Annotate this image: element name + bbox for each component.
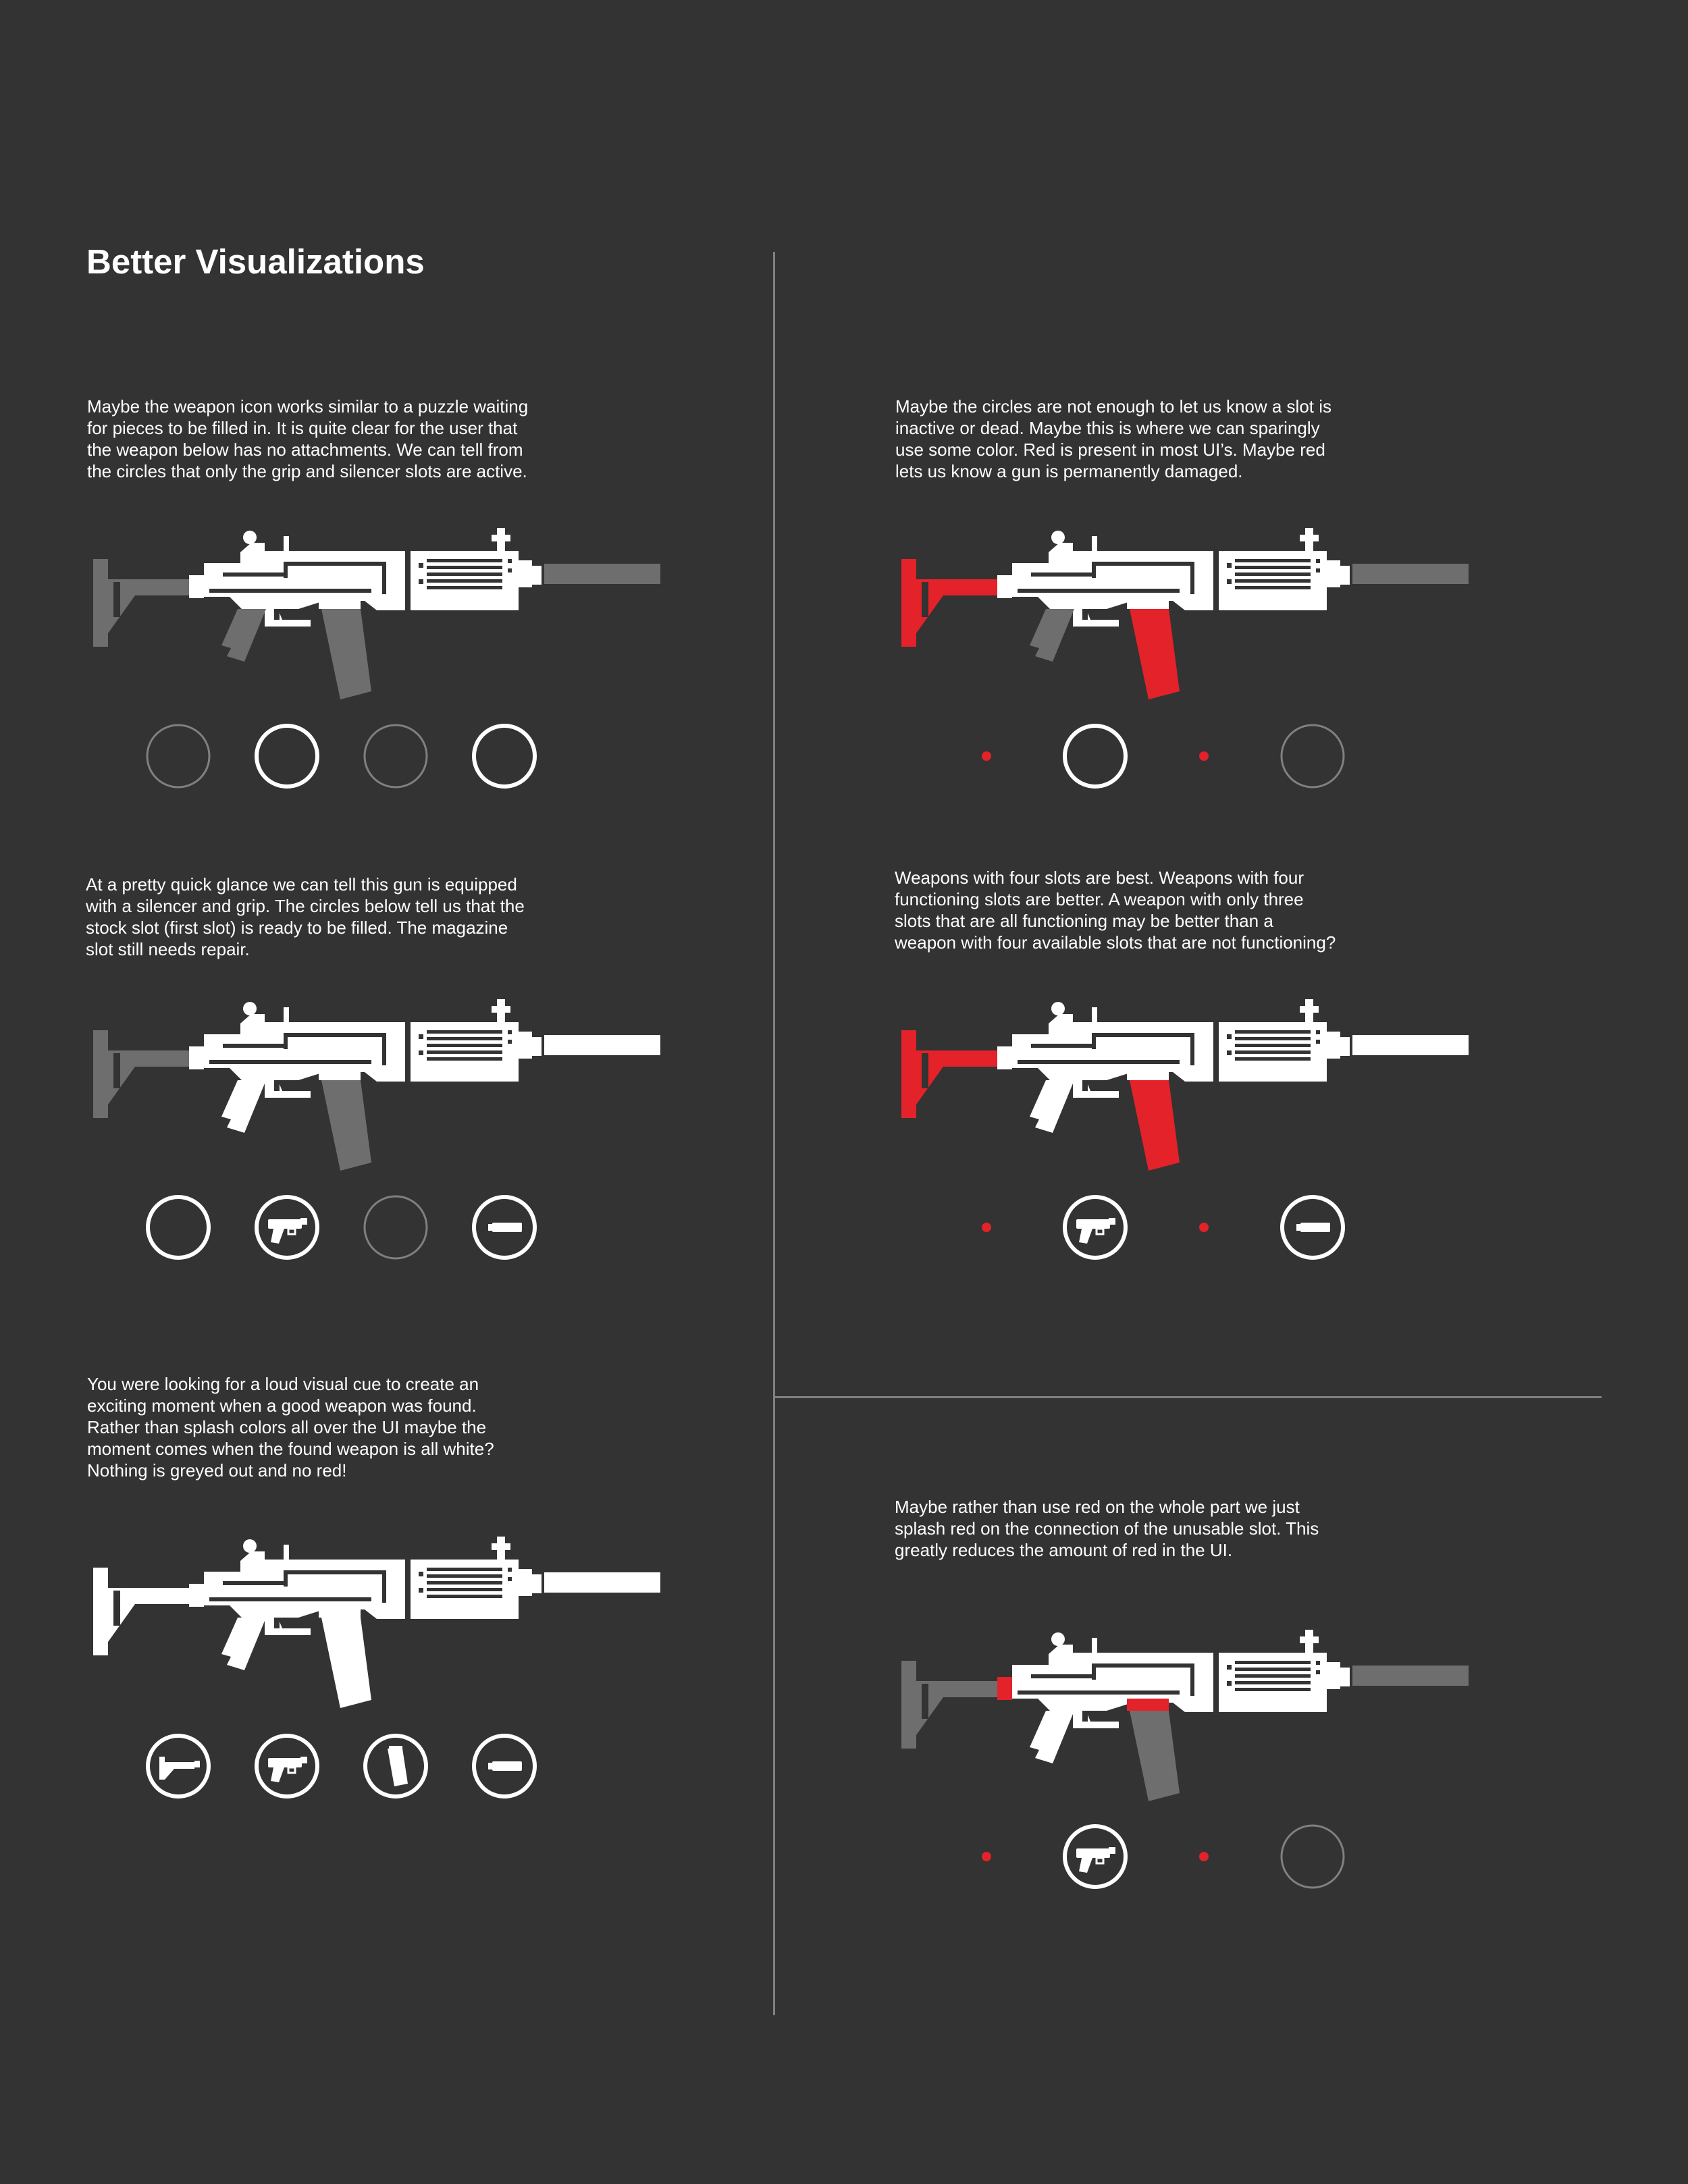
magazine-part bbox=[321, 609, 371, 699]
stock-part bbox=[93, 559, 189, 647]
stock-part bbox=[901, 559, 997, 647]
stock-part bbox=[93, 1568, 189, 1655]
inactive-slot-ring bbox=[1282, 725, 1344, 787]
magazine-part bbox=[321, 1080, 371, 1171]
silencer-icon bbox=[1296, 1223, 1330, 1232]
silencer-part bbox=[1352, 1035, 1469, 1055]
grip-icon bbox=[268, 1757, 307, 1782]
trigger-guard bbox=[1073, 609, 1119, 627]
page-title: Better Visualizations bbox=[86, 242, 425, 281]
panel-5-slot-grip[interactable] bbox=[1061, 1194, 1129, 1261]
body-part bbox=[204, 1002, 405, 1082]
grip-part bbox=[1030, 1711, 1074, 1763]
stock-connector bbox=[189, 1584, 204, 1607]
trigger-guard bbox=[265, 609, 311, 627]
silencer-part bbox=[1352, 1666, 1469, 1686]
panel-6-weapon-icon bbox=[896, 1620, 1477, 1809]
grip-part bbox=[221, 1618, 266, 1670]
dead-slot-dot bbox=[982, 751, 991, 761]
panel-2-slot-magazine[interactable] bbox=[362, 1194, 429, 1261]
stock-connector bbox=[997, 1046, 1012, 1069]
body-part bbox=[204, 531, 405, 610]
panel-2-description: At a pretty quick glance we can tell this gun is equipped with a silencer and grip. The circles below tell us that the stock slot (first slot) is ready to be filled. The magazine slot still needs repair. bbox=[86, 874, 525, 959]
stock-connector bbox=[189, 575, 204, 598]
magazine-connector bbox=[319, 1605, 361, 1618]
panel-3-slot-grip[interactable] bbox=[253, 1732, 321, 1800]
panel-4-slot-silencer[interactable] bbox=[1279, 722, 1346, 790]
panel-3-weapon-icon bbox=[88, 1527, 668, 1716]
magazine-connector bbox=[319, 1068, 361, 1080]
panel-1-description: Maybe the weapon icon works similar to a puzzle waiting for pieces to be filled in. It is quite clear for the user that the weapon below has no attachments. We can tell from the circles that only the grip and silencer slots are active. bbox=[87, 396, 529, 481]
body-part bbox=[204, 1539, 405, 1619]
panel-6-slot-grip[interactable] bbox=[1061, 1823, 1129, 1890]
grip-part bbox=[221, 609, 266, 662]
panel-5-weapon-icon bbox=[896, 990, 1477, 1179]
magazine-connector bbox=[1127, 1068, 1169, 1080]
panel-2-slot-stock[interactable] bbox=[144, 1194, 212, 1261]
vertical-divider bbox=[773, 252, 775, 2015]
stock-part bbox=[901, 1661, 997, 1749]
panel-6-slot-stock[interactable] bbox=[953, 1823, 1020, 1890]
stock-connector bbox=[997, 1677, 1012, 1700]
panel-2-slot-grip[interactable] bbox=[253, 1194, 321, 1261]
body-part bbox=[1012, 531, 1213, 610]
panel-4-slot-magazine[interactable] bbox=[1170, 722, 1238, 790]
magazine-part bbox=[321, 1618, 371, 1708]
panel-4-slot-grip[interactable] bbox=[1061, 722, 1129, 790]
body-part bbox=[1012, 1002, 1213, 1082]
horizontal-divider bbox=[774, 1396, 1602, 1398]
magazine-part bbox=[1130, 1080, 1180, 1171]
panel-6-description: Maybe rather than use red on the whole part we just splash red on the connection of the unusable slot. This greatly reduces the amount of red in the UI. bbox=[895, 1497, 1319, 1560]
magazine-part bbox=[1130, 609, 1180, 699]
panel-5-slot-silencer[interactable] bbox=[1279, 1194, 1346, 1261]
body-part bbox=[1012, 1632, 1213, 1712]
dead-slot-dot bbox=[1199, 1223, 1209, 1232]
inactive-slot-ring bbox=[365, 1196, 427, 1258]
panel-1-slot-silencer[interactable] bbox=[471, 722, 538, 790]
grip-icon bbox=[1076, 1847, 1115, 1873]
dead-slot-dot bbox=[982, 1852, 991, 1861]
stock-icon bbox=[159, 1757, 200, 1780]
panel-4-weapon-icon bbox=[896, 518, 1477, 708]
grip-part bbox=[1030, 609, 1074, 662]
trigger-guard bbox=[1073, 1080, 1119, 1098]
magazine-connector bbox=[319, 597, 361, 609]
silencer-icon bbox=[488, 1761, 522, 1771]
magazine-part bbox=[1130, 1711, 1180, 1801]
panel-2-weapon-icon bbox=[88, 990, 668, 1179]
stock-connector bbox=[189, 1046, 204, 1069]
panel-6-slot-magazine[interactable] bbox=[1170, 1823, 1238, 1890]
panel-4-description: Maybe the circles are not enough to let us know a slot is inactive or dead. Maybe this is where we can sparingly use some color. Red is present in most UI’s. Maybe red lets us know a gun is permanently damaged. bbox=[895, 396, 1332, 481]
magazine-connector bbox=[1127, 1699, 1169, 1711]
panel-1-slot-stock[interactable] bbox=[144, 722, 212, 790]
active-slot-ring bbox=[474, 726, 535, 787]
panel-1-slot-grip[interactable] bbox=[253, 722, 321, 790]
panel-3-slot-silencer[interactable] bbox=[471, 1732, 538, 1800]
stock-part bbox=[901, 1030, 997, 1118]
panel-5-slot-magazine[interactable] bbox=[1170, 1194, 1238, 1261]
active-slot-ring bbox=[1065, 726, 1126, 787]
inactive-slot-ring bbox=[365, 725, 427, 787]
grip-part bbox=[1030, 1080, 1074, 1133]
dead-slot-dot bbox=[1199, 1852, 1209, 1861]
trigger-guard bbox=[265, 1080, 311, 1098]
stock-part bbox=[93, 1030, 189, 1118]
inactive-slot-ring bbox=[147, 725, 209, 787]
grip-part bbox=[221, 1080, 266, 1133]
panel-6-slot-silencer[interactable] bbox=[1279, 1823, 1346, 1890]
trigger-guard bbox=[1073, 1711, 1119, 1728]
dead-slot-dot bbox=[1199, 751, 1209, 761]
silencer-part bbox=[544, 1035, 660, 1055]
dead-slot-dot bbox=[982, 1223, 991, 1232]
panel-3-slot-stock[interactable] bbox=[144, 1732, 212, 1800]
stock-connector bbox=[997, 575, 1012, 598]
silencer-part bbox=[544, 1572, 660, 1593]
panel-5-description: Weapons with four slots are best. Weapons with four functioning slots are better. A weapon with only three slots that are all functioning may be better than a weapon with four available slots that are not functioning? bbox=[895, 868, 1336, 953]
trigger-guard bbox=[265, 1618, 311, 1635]
silencer-icon bbox=[488, 1223, 522, 1232]
panel-5-slot-stock[interactable] bbox=[953, 1194, 1020, 1261]
active-slot-ring bbox=[148, 1197, 209, 1258]
panel-1-weapon-icon bbox=[88, 518, 668, 708]
inactive-slot-ring bbox=[1282, 1826, 1344, 1888]
grip-icon bbox=[268, 1218, 307, 1244]
panel-2-slot-silencer[interactable] bbox=[471, 1194, 538, 1261]
silencer-part bbox=[1352, 564, 1469, 584]
panel-1-slot-magazine[interactable] bbox=[362, 722, 429, 790]
silencer-part bbox=[544, 564, 660, 584]
panel-4-slot-stock[interactable] bbox=[953, 722, 1020, 790]
magazine-connector bbox=[1127, 597, 1169, 609]
panel-3-slot-magazine[interactable] bbox=[362, 1732, 429, 1800]
magazine-icon bbox=[388, 1746, 408, 1786]
panel-3-description: You were looking for a loud visual cue to create an exciting moment when a good weapon was found. Rather than splash colors all over the UI maybe the moment comes when the found weapon is all white? Nothing is greyed out and no red! bbox=[87, 1374, 494, 1481]
grip-icon bbox=[1076, 1218, 1115, 1244]
active-slot-ring bbox=[257, 726, 317, 787]
